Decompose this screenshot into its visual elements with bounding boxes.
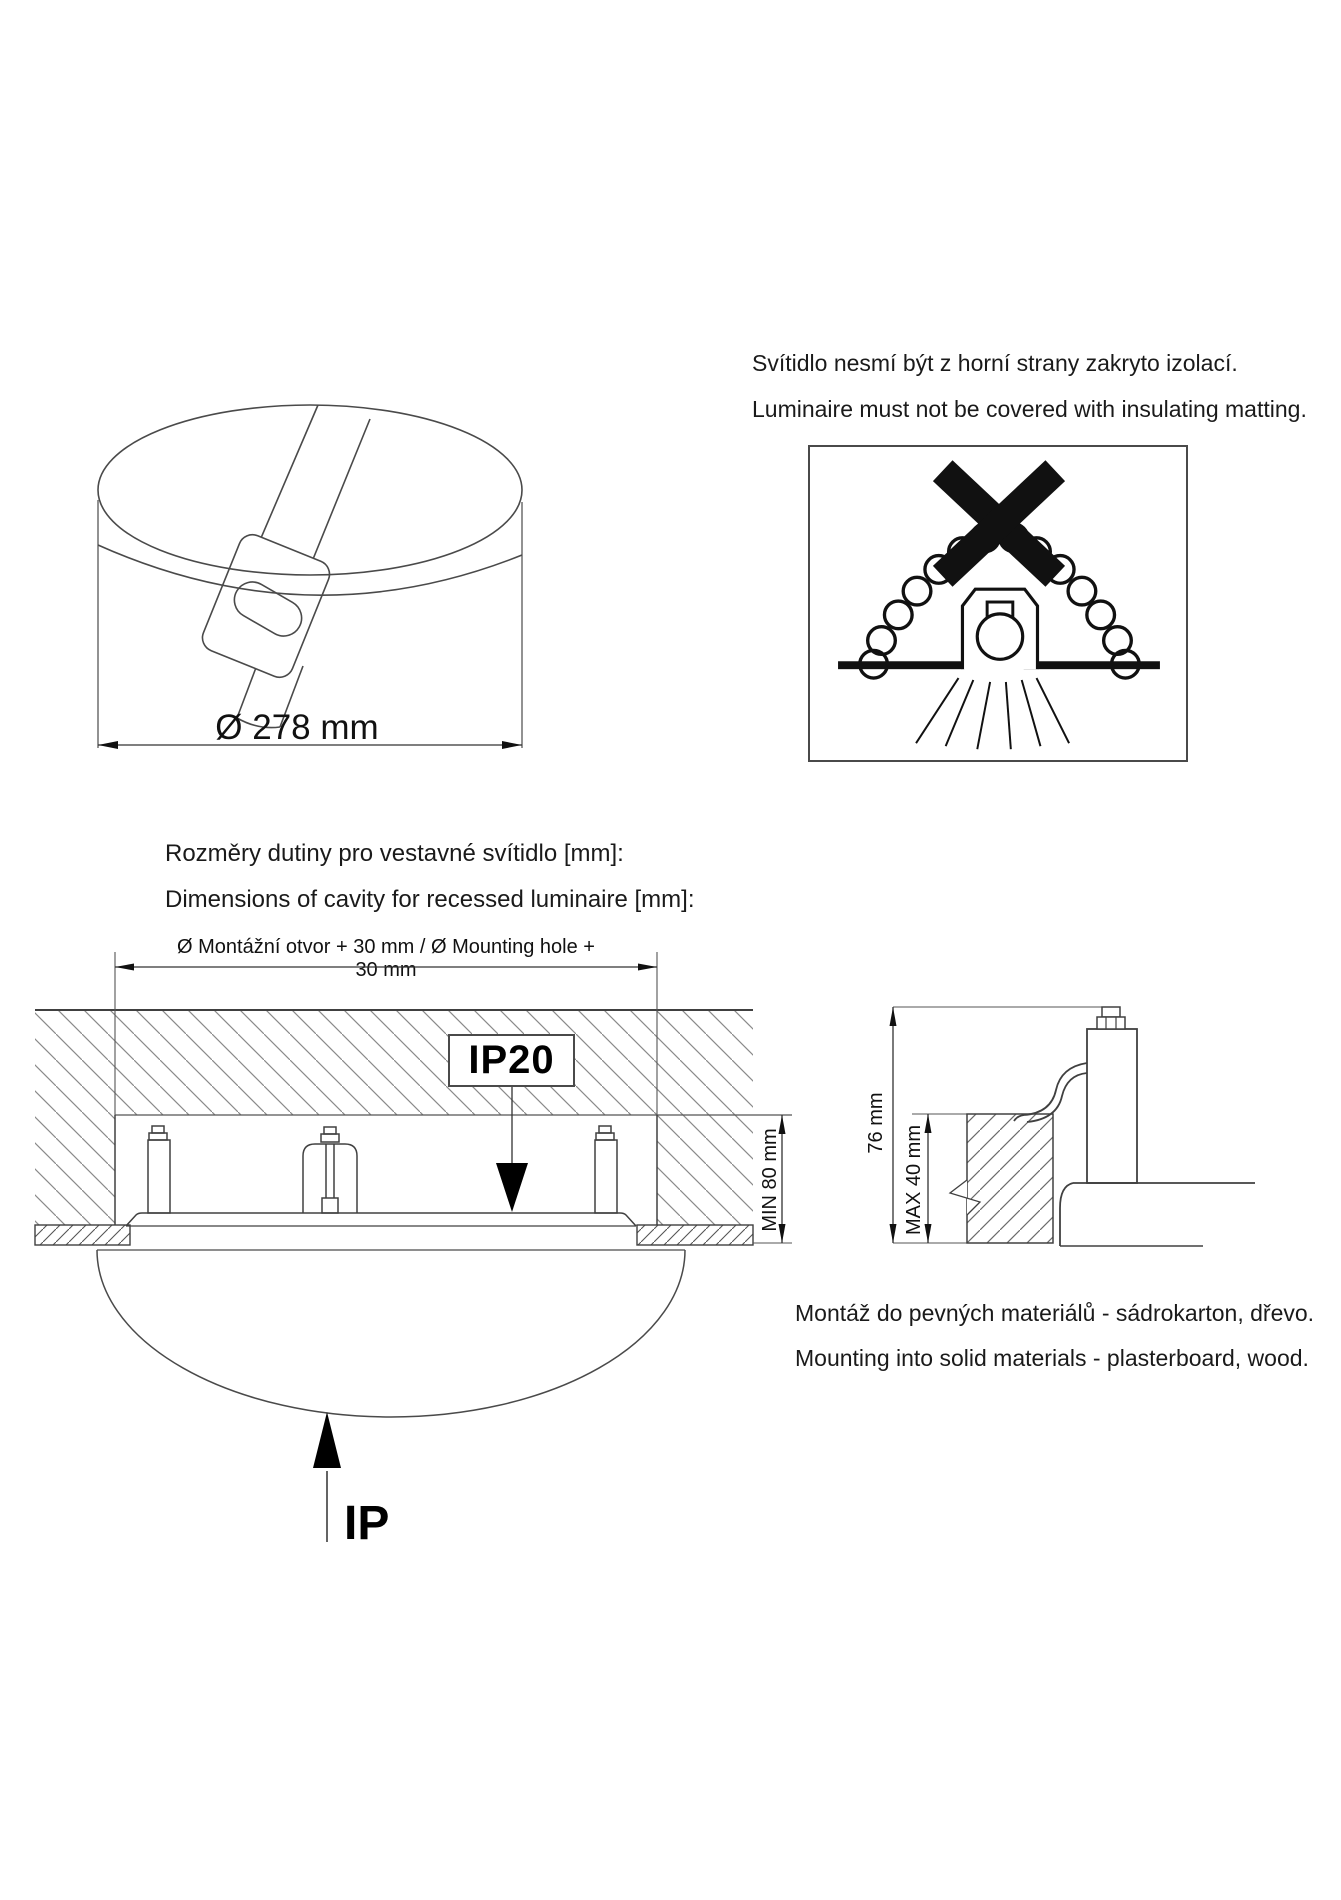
insulation-hatch <box>35 1010 753 1115</box>
diffuser-dome <box>97 1250 685 1417</box>
ip20-rating-label: IP20 <box>468 1038 555 1082</box>
insulation-note-en: Luminaire must not be covered with insulating matting. <box>752 396 1307 422</box>
light-rays <box>916 678 1069 749</box>
insulation-note-cs: Svítidlo nesmí být z horní strany zakryto izolací. <box>752 350 1238 376</box>
mounting-note-en: Mounting into solid materials - plasterboard, wood. <box>795 1345 1309 1371</box>
luminaire-trim <box>126 1126 636 1226</box>
cavity-note-en: Dimensions of cavity for recessed luminaire [mm]: <box>165 886 695 913</box>
ceiling-board-right <box>637 1225 753 1245</box>
ceiling-board-left <box>35 1225 130 1245</box>
min-depth-label: MIN 80 mm <box>759 1128 781 1232</box>
fixture-diameter-label: Ø 278 mm <box>215 708 379 747</box>
cavity-note-cs: Rozměry dutiny pro vestavné svítidlo [mm]: <box>165 840 624 867</box>
max-thickness-label: MAX 40 mm <box>903 1124 925 1236</box>
no-insulation-cover-icon <box>808 445 1188 762</box>
mounting-hole-dimension-label: Ø Montážní otvor + 30 mm / Ø Mounting hole + 30 mm <box>177 936 595 981</box>
prohibition-x-icon <box>943 471 1056 577</box>
recessed-mounting-cross-section <box>30 930 810 1575</box>
ip20-rating-badge <box>448 1034 575 1087</box>
clip-post <box>1087 1007 1137 1183</box>
ip-label: IP <box>344 1497 390 1550</box>
clip-height-label: 76 mm <box>865 1092 887 1154</box>
luminaire-flange <box>1060 1183 1255 1246</box>
ip-arrow <box>313 1412 341 1542</box>
spring-clip-arm <box>1014 1063 1087 1122</box>
mounting-note-cs: Montáž do pevných materiálů - sádrokarton, dřevo. <box>795 1300 1315 1326</box>
panel-hatch <box>967 1114 1053 1243</box>
